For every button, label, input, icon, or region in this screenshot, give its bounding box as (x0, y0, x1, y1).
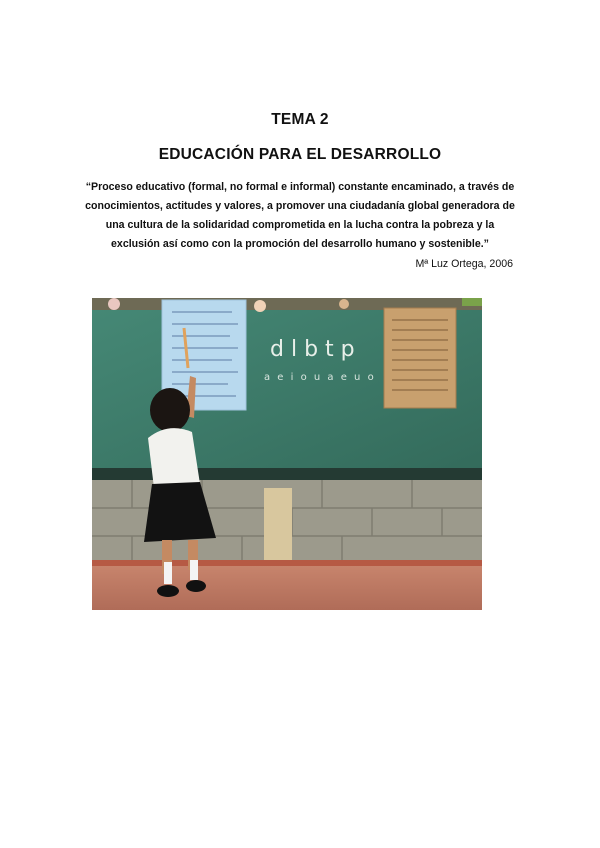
document-title: EDUCACIÓN PARA EL DESARROLLO (158, 146, 442, 163)
topic-heading: TEMA 2 (271, 111, 329, 128)
board-letters: d l b t p (270, 337, 355, 362)
quote-line: una cultura de la solidaridad comprometida en la lucha contra la pobreza y la (105, 219, 495, 231)
board-row: a e i o u a e u o (264, 372, 376, 383)
quote-author: Mª Luz Ortega, 2006 (415, 258, 513, 270)
quote-line: “Proceso educativo (formal, no formal e informal) constante encaminado, a través de (85, 181, 515, 193)
quote-line: conocimientos, actitudes y valores, a promover una ciudadanía global generadora de (85, 200, 515, 212)
quote-block (80, 178, 520, 254)
quote-line: exclusión así como con la promoción del desarrollo humano y sostenible.” (111, 238, 489, 250)
classroom-photo (92, 298, 482, 610)
